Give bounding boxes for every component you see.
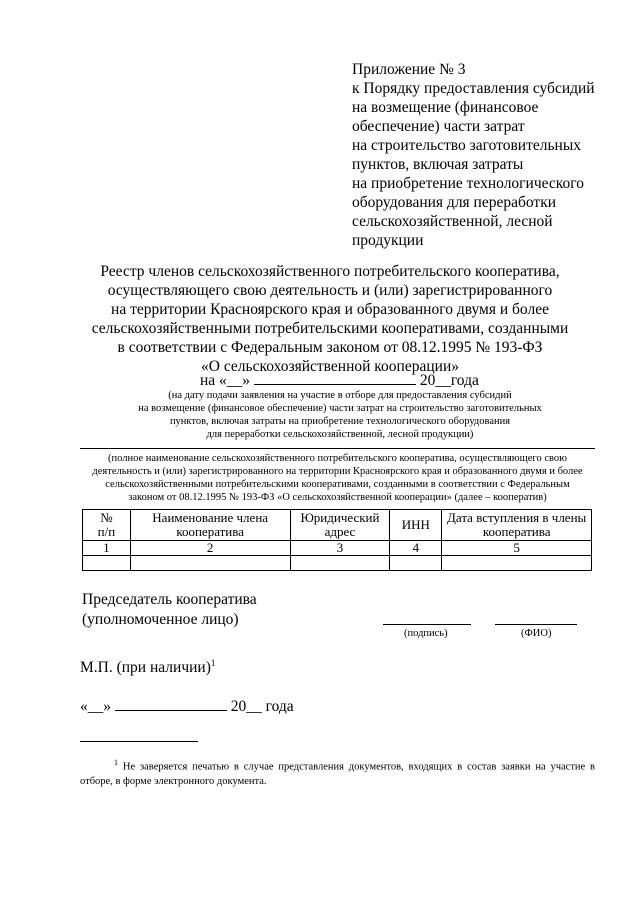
chairman-line: Председатель кооператива [82,591,257,608]
stamp-text: М.П. (при наличии) [80,659,211,677]
header-text: Юридический [300,510,380,525]
bottom-date-year: 20__ года [230,698,294,715]
date-prefix: на «__» [200,372,251,389]
title-line: осуществляющего свою деятельность и (или) зарегистрированного [107,282,553,299]
signature-blank[interactable] [383,624,471,625]
date-note-line: для переработки сельскохозяйственной, лесной продукции) [206,429,474,440]
date-year: 20__года [419,372,479,389]
footnote-reference: 1 [210,658,216,668]
title-line: на территории Красноярского края и образованного двумя и более [111,301,549,318]
appendix-line: продукции [352,232,424,249]
footnote [80,756,595,789]
coop-note-line: сельскохозяйственными потребительскими кооперативами, созданными в соответствии с Федеральным [105,479,570,490]
bottom-date-blank[interactable] [115,696,227,711]
table-cell[interactable] [442,556,592,571]
title-line: в соответствии с Федеральным законом от 08.12.1995 № 193-ФЗ [117,339,543,356]
column-number: 4 [390,541,442,556]
table-cell[interactable] [83,556,131,571]
appendix-line: на приобретение технологического [352,175,584,192]
date-note-line: на возмещение (финансовое обеспечение) части затрат на строительство заготовительных [138,403,542,414]
table-header-row [83,510,592,541]
appendix-line: на возмещение (финансовое [352,99,539,116]
header-text: кооператива [482,524,551,539]
header-text: Дата вступления в члены [447,510,587,525]
registry-date-line [200,370,479,390]
coop-note-line: деятельность и (или) зарегистрированного на территории Красноярского края и образованного двумя и более [92,466,583,477]
table-cell[interactable] [390,556,442,571]
title-line: «О сельскохозяйственной кооперации» [201,358,459,375]
column-number: 3 [290,541,390,556]
members-table [82,509,592,571]
footnote-mark: 1 [114,758,118,767]
table-number-row [83,541,592,556]
table-row [83,556,592,571]
appendix-line: обеспечение) части затрат [352,118,525,135]
header-member-name [130,510,290,541]
date-note [110,389,570,441]
date-blank[interactable] [254,370,416,385]
appendix-line: на строительство заготовительных [352,137,582,154]
bottom-date-line [80,696,294,716]
chairman-line: (уполномоченное лицо) [82,611,239,628]
date-note-line: (на дату подачи заявления на участие в отборе для предоставления субсидий [168,390,512,401]
header-text: ИНН [401,517,430,532]
header-inn [390,510,442,541]
appendix-line: сельскохозяйственной, лесной [352,213,553,230]
header-text: п/п [97,524,116,539]
header-join-date [442,510,592,541]
header-text: кооператива [176,524,245,539]
footnote-separator [80,741,198,742]
signature-caption: (подпись) [404,628,448,639]
column-number: 2 [130,541,290,556]
fio-caption: (ФИО) [521,628,552,639]
document-title [80,262,580,376]
column-number: 1 [83,541,131,556]
footnote-text: Не заверяется печатью в случае представления документов, входящих в состав заявки на участие в отборе, в форме электронного документа. [80,761,596,787]
bottom-date-prefix: «__» [80,698,111,715]
fio-blank[interactable] [495,624,577,625]
header-legal-address [290,510,390,541]
appendix-line: оборудования для переработки [352,194,557,211]
header-text: Наименование члена [152,510,269,525]
table-cell[interactable] [290,556,390,571]
title-line: сельскохозяйственными потребительскими кооперативами, созданными [91,320,569,337]
table-cell[interactable] [130,556,290,571]
header-text: № [100,510,113,525]
chairman-label [82,590,257,630]
appendix-header [352,60,612,250]
appendix-line: пунктов, включая затраты [352,156,524,173]
stamp-place [80,658,215,677]
date-note-line: пунктов, включая затраты на приобретение технологического оборудования [169,416,511,427]
coop-name-blank[interactable] [80,448,595,449]
header-number [83,510,131,541]
coop-name-note [80,452,595,504]
header-text: адрес [324,524,356,539]
title-line: Реестр членов сельскохозяйственного потребительского кооператива, [100,263,560,280]
appendix-line: Приложение № 3 [352,61,466,78]
appendix-line: к Порядку предоставления субсидий [352,80,595,97]
coop-note-line: законом от 08.12.1995 № 193-ФЗ «О сельскохозяйственной кооперации» (далее – кооператив) [128,492,547,503]
column-number: 5 [442,541,592,556]
coop-note-line: (полное наименование сельскохозяйственного потребительского кооператива, осуществляющего свою [108,453,567,464]
